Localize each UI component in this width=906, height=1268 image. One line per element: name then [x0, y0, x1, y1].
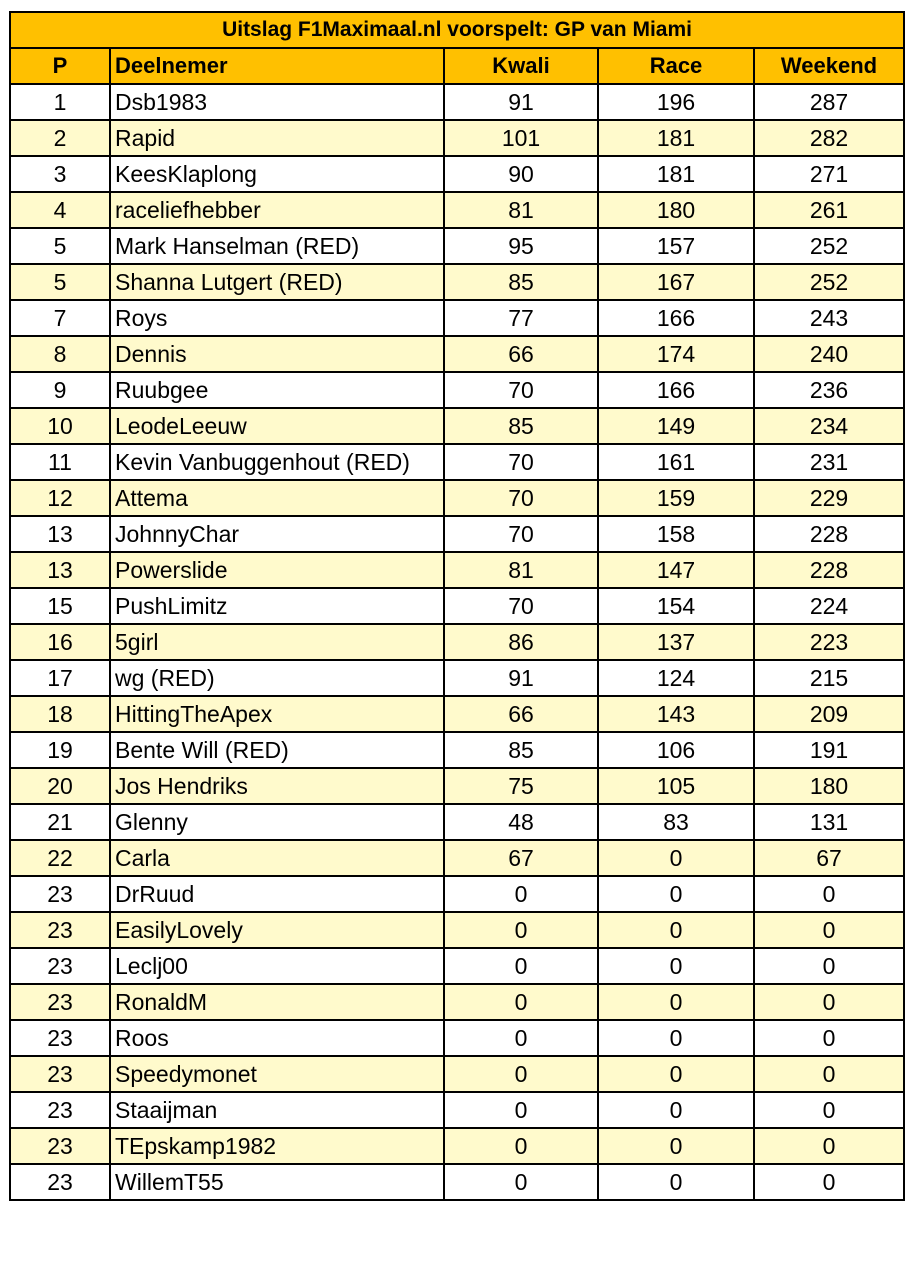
race-score-cell: 0	[598, 948, 754, 984]
position-cell: 23	[10, 1128, 110, 1164]
table-row	[10, 1092, 904, 1128]
table-row	[10, 1164, 904, 1200]
weekend-score-cell: 240	[754, 336, 904, 372]
position-cell: 12	[10, 480, 110, 516]
position-cell: 23	[10, 1164, 110, 1200]
participant-cell: EasilyLovely	[110, 912, 444, 948]
table-row	[10, 732, 904, 768]
weekend-score-cell: 271	[754, 156, 904, 192]
table-row	[10, 804, 904, 840]
weekend-score-cell: 236	[754, 372, 904, 408]
qualifying-score-cell: 85	[444, 264, 598, 300]
table-row	[10, 588, 904, 624]
table-row	[10, 192, 904, 228]
table-row	[10, 300, 904, 336]
qualifying-score-cell: 0	[444, 984, 598, 1020]
weekend-score-cell: 0	[754, 1056, 904, 1092]
position-cell: 9	[10, 372, 110, 408]
race-score-cell: 158	[598, 516, 754, 552]
weekend-score-cell: 0	[754, 1092, 904, 1128]
position-cell: 11	[10, 444, 110, 480]
qualifying-score-cell: 90	[444, 156, 598, 192]
race-score-cell: 181	[598, 156, 754, 192]
position-cell: 23	[10, 876, 110, 912]
participant-cell: Roys	[110, 300, 444, 336]
table-row	[10, 480, 904, 516]
qualifying-score-cell: 0	[444, 912, 598, 948]
race-score-cell: 137	[598, 624, 754, 660]
race-score-cell: 149	[598, 408, 754, 444]
race-score-cell: 147	[598, 552, 754, 588]
race-score-cell: 167	[598, 264, 754, 300]
position-cell: 21	[10, 804, 110, 840]
weekend-score-cell: 131	[754, 804, 904, 840]
participant-cell: WillemT55	[110, 1164, 444, 1200]
participant-cell: Bente Will (RED)	[110, 732, 444, 768]
table-row	[10, 84, 904, 120]
weekend-score-cell: 231	[754, 444, 904, 480]
participant-cell: Roos	[110, 1020, 444, 1056]
weekend-score-cell: 0	[754, 912, 904, 948]
participant-cell: TEpskamp1982	[110, 1128, 444, 1164]
title-row	[10, 12, 904, 48]
position-cell: 4	[10, 192, 110, 228]
race-score-cell: 143	[598, 696, 754, 732]
position-cell: 23	[10, 1020, 110, 1056]
qualifying-score-cell: 0	[444, 1092, 598, 1128]
qualifying-score-cell: 0	[444, 948, 598, 984]
weekend-score-cell: 0	[754, 984, 904, 1020]
table-title: Uitslag F1Maximaal.nl voorspelt: GP van Miami	[10, 12, 904, 48]
qualifying-score-cell: 0	[444, 1020, 598, 1056]
table-row	[10, 984, 904, 1020]
qualifying-score-cell: 91	[444, 660, 598, 696]
weekend-score-cell: 67	[754, 840, 904, 876]
table-row	[10, 840, 904, 876]
participant-cell: raceliefhebber	[110, 192, 444, 228]
weekend-score-cell: 0	[754, 1020, 904, 1056]
participant-cell: Jos Hendriks	[110, 768, 444, 804]
participant-cell: Dennis	[110, 336, 444, 372]
table-row	[10, 876, 904, 912]
qualifying-score-cell: 0	[444, 1128, 598, 1164]
participant-cell: Carla	[110, 840, 444, 876]
qualifying-score-cell: 85	[444, 732, 598, 768]
qualifying-score-cell: 81	[444, 192, 598, 228]
participant-cell: RonaldM	[110, 984, 444, 1020]
race-score-cell: 0	[598, 1128, 754, 1164]
position-cell: 2	[10, 120, 110, 156]
race-score-cell: 180	[598, 192, 754, 228]
weekend-score-cell: 191	[754, 732, 904, 768]
position-cell: 23	[10, 984, 110, 1020]
table-row	[10, 624, 904, 660]
race-score-cell: 105	[598, 768, 754, 804]
participant-cell: KeesKlaplong	[110, 156, 444, 192]
table-row	[10, 264, 904, 300]
table-row	[10, 444, 904, 480]
qualifying-score-cell: 86	[444, 624, 598, 660]
participant-cell: Mark Hanselman (RED)	[110, 228, 444, 264]
weekend-score-cell: 228	[754, 516, 904, 552]
position-cell: 22	[10, 840, 110, 876]
participant-cell: Glenny	[110, 804, 444, 840]
position-cell: 23	[10, 912, 110, 948]
race-score-cell: 124	[598, 660, 754, 696]
weekend-score-cell: 180	[754, 768, 904, 804]
weekend-score-cell: 223	[754, 624, 904, 660]
header-row	[10, 48, 904, 84]
qualifying-score-cell: 81	[444, 552, 598, 588]
race-score-cell: 0	[598, 912, 754, 948]
qualifying-score-cell: 0	[444, 876, 598, 912]
table-row	[10, 336, 904, 372]
position-cell: 1	[10, 84, 110, 120]
position-cell: 23	[10, 948, 110, 984]
table-row	[10, 768, 904, 804]
position-cell: 18	[10, 696, 110, 732]
qualifying-score-cell: 70	[444, 516, 598, 552]
position-cell: 13	[10, 552, 110, 588]
weekend-score-cell: 224	[754, 588, 904, 624]
qualifying-score-cell: 77	[444, 300, 598, 336]
weekend-score-cell: 234	[754, 408, 904, 444]
race-score-cell: 0	[598, 984, 754, 1020]
qualifying-score-cell: 70	[444, 480, 598, 516]
race-score-cell: 106	[598, 732, 754, 768]
participant-cell: Dsb1983	[110, 84, 444, 120]
race-score-cell: 166	[598, 300, 754, 336]
position-cell: 20	[10, 768, 110, 804]
weekend-score-cell: 209	[754, 696, 904, 732]
weekend-score-cell: 0	[754, 1128, 904, 1164]
participant-cell: Rapid	[110, 120, 444, 156]
header-participant: Deelnemer	[110, 48, 444, 84]
table-row	[10, 660, 904, 696]
race-score-cell: 159	[598, 480, 754, 516]
participant-cell: Speedymonet	[110, 1056, 444, 1092]
race-score-cell: 0	[598, 1020, 754, 1056]
qualifying-score-cell: 70	[444, 444, 598, 480]
weekend-score-cell: 228	[754, 552, 904, 588]
qualifying-score-cell: 85	[444, 408, 598, 444]
table-row	[10, 120, 904, 156]
weekend-score-cell: 0	[754, 1164, 904, 1200]
header-weekend: Weekend	[754, 48, 904, 84]
qualifying-score-cell: 67	[444, 840, 598, 876]
race-score-cell: 0	[598, 1092, 754, 1128]
race-score-cell: 83	[598, 804, 754, 840]
participant-cell: wg (RED)	[110, 660, 444, 696]
qualifying-score-cell: 0	[444, 1056, 598, 1092]
race-score-cell: 166	[598, 372, 754, 408]
position-cell: 15	[10, 588, 110, 624]
table-row	[10, 1128, 904, 1164]
table-body	[10, 84, 904, 1200]
race-score-cell: 154	[598, 588, 754, 624]
table-row	[10, 372, 904, 408]
participant-cell: DrRuud	[110, 876, 444, 912]
table-row	[10, 516, 904, 552]
position-cell: 8	[10, 336, 110, 372]
participant-cell: LeodeLeeuw	[110, 408, 444, 444]
table-row	[10, 552, 904, 588]
participant-cell: Leclj00	[110, 948, 444, 984]
weekend-score-cell: 0	[754, 876, 904, 912]
position-cell: 7	[10, 300, 110, 336]
results-table	[9, 11, 905, 1201]
participant-cell: Shanna Lutgert (RED)	[110, 264, 444, 300]
race-score-cell: 181	[598, 120, 754, 156]
position-cell: 19	[10, 732, 110, 768]
table-row	[10, 1056, 904, 1092]
table-row	[10, 408, 904, 444]
race-score-cell: 157	[598, 228, 754, 264]
weekend-score-cell: 261	[754, 192, 904, 228]
position-cell: 23	[10, 1092, 110, 1128]
race-score-cell: 0	[598, 876, 754, 912]
qualifying-score-cell: 0	[444, 1164, 598, 1200]
qualifying-score-cell: 48	[444, 804, 598, 840]
qualifying-score-cell: 91	[444, 84, 598, 120]
position-cell: 3	[10, 156, 110, 192]
participant-cell: PushLimitz	[110, 588, 444, 624]
participant-cell: JohnnyChar	[110, 516, 444, 552]
race-score-cell: 0	[598, 840, 754, 876]
position-cell: 13	[10, 516, 110, 552]
participant-cell: HittingTheApex	[110, 696, 444, 732]
qualifying-score-cell: 70	[444, 588, 598, 624]
position-cell: 23	[10, 1056, 110, 1092]
weekend-score-cell: 287	[754, 84, 904, 120]
qualifying-score-cell: 75	[444, 768, 598, 804]
qualifying-score-cell: 66	[444, 336, 598, 372]
participant-cell: Powerslide	[110, 552, 444, 588]
participant-cell: Staaijman	[110, 1092, 444, 1128]
participant-cell: Attema	[110, 480, 444, 516]
table-row	[10, 1020, 904, 1056]
table-row	[10, 228, 904, 264]
position-cell: 5	[10, 228, 110, 264]
weekend-score-cell: 252	[754, 264, 904, 300]
header-race: Race	[598, 48, 754, 84]
weekend-score-cell: 252	[754, 228, 904, 264]
position-cell: 10	[10, 408, 110, 444]
participant-cell: Ruubgee	[110, 372, 444, 408]
header-qualifying: Kwali	[444, 48, 598, 84]
qualifying-score-cell: 70	[444, 372, 598, 408]
position-cell: 5	[10, 264, 110, 300]
race-score-cell: 0	[598, 1056, 754, 1092]
qualifying-score-cell: 95	[444, 228, 598, 264]
race-score-cell: 161	[598, 444, 754, 480]
race-score-cell: 0	[598, 1164, 754, 1200]
race-score-cell: 174	[598, 336, 754, 372]
weekend-score-cell: 229	[754, 480, 904, 516]
table-row	[10, 948, 904, 984]
position-cell: 16	[10, 624, 110, 660]
table-row	[10, 696, 904, 732]
weekend-score-cell: 0	[754, 948, 904, 984]
table-row	[10, 156, 904, 192]
participant-cell: 5girl	[110, 624, 444, 660]
participant-cell: Kevin Vanbuggenhout (RED)	[110, 444, 444, 480]
weekend-score-cell: 282	[754, 120, 904, 156]
table-row	[10, 912, 904, 948]
race-score-cell: 196	[598, 84, 754, 120]
header-position: P	[10, 48, 110, 84]
weekend-score-cell: 243	[754, 300, 904, 336]
qualifying-score-cell: 66	[444, 696, 598, 732]
weekend-score-cell: 215	[754, 660, 904, 696]
position-cell: 17	[10, 660, 110, 696]
qualifying-score-cell: 101	[444, 120, 598, 156]
